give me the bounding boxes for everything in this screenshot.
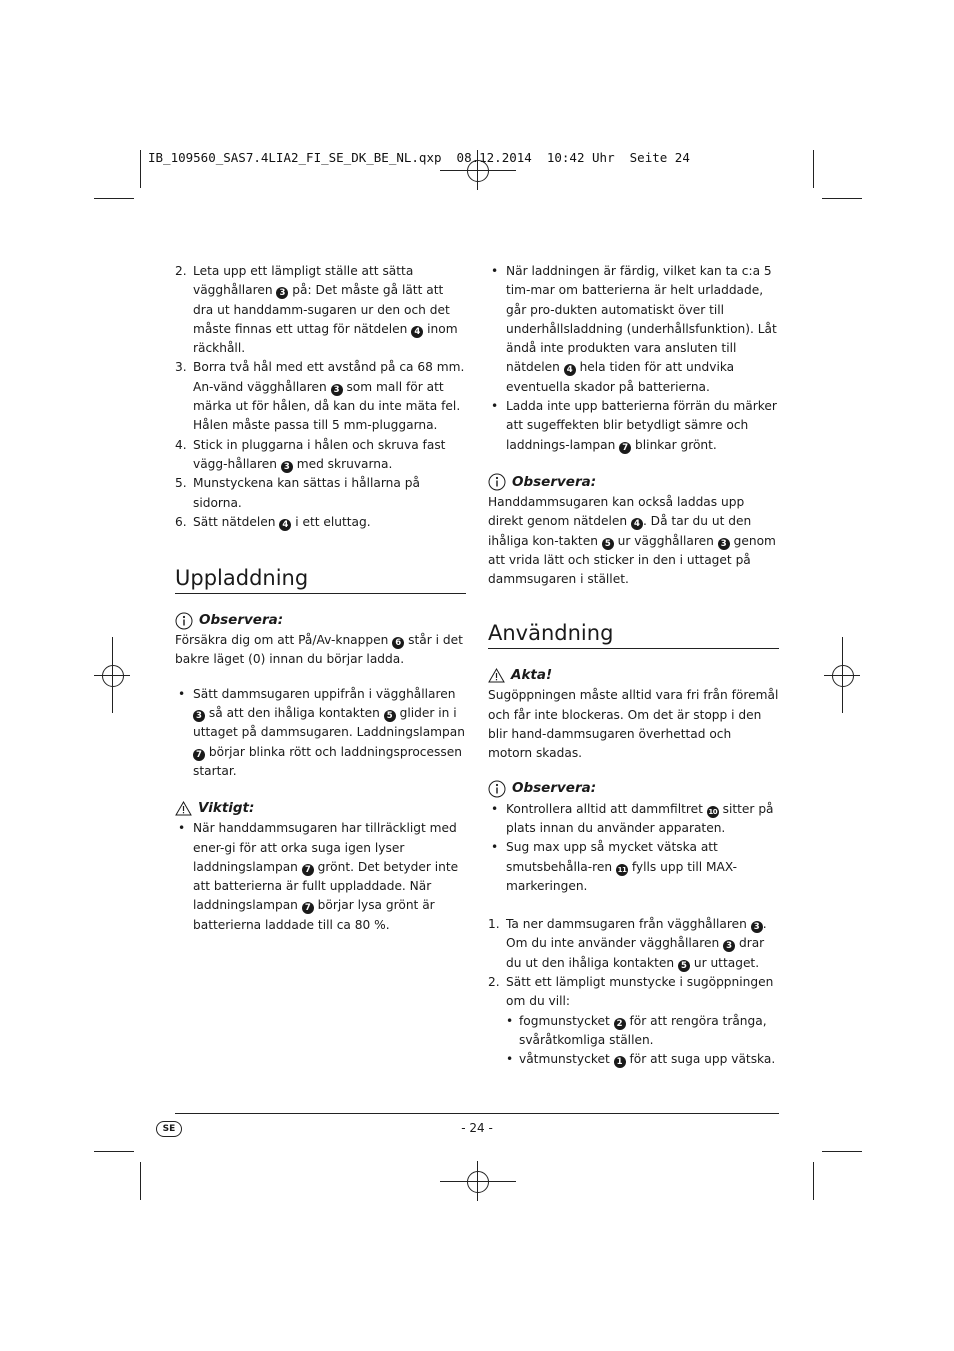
ref-number-icon: 7 xyxy=(619,442,631,454)
list-item: • När handdammsugaren har tillräckligt med ener-gi för att orka suga igen lyser laddningslampan 7 grönt. Det betyder inte att batterierna är fullt uppladdade. När laddningslampan 7 börjar lysa grönt är batterierna laddade till ca 80 %. xyxy=(175,819,466,935)
ref-number-icon: 7 xyxy=(193,749,205,761)
nozzle-sublist xyxy=(488,1012,779,1070)
ref-number-icon: 3 xyxy=(723,940,735,952)
ref-number-icon: 2 xyxy=(614,1018,626,1030)
list-item: 6. Sätt nätdelen 4 i ett eluttag. xyxy=(175,514,371,530)
warning-bullets xyxy=(175,819,466,935)
registration-circle xyxy=(102,665,124,687)
list-item: • Kontrollera alltid att dammfiltret 10 sitter på plats innan du använder apparaten. xyxy=(488,800,779,839)
list-item: 2. Sätt ett lämpligt munstycke i sugöppningen om du vill: xyxy=(488,975,774,1009)
warning-icon xyxy=(488,668,505,683)
info-icon xyxy=(488,780,506,798)
section-title-uppladdning: Uppladdning xyxy=(175,565,466,594)
left-column xyxy=(175,262,466,935)
ref-number-icon: 4 xyxy=(411,326,423,338)
mounting-steps xyxy=(175,262,466,532)
info-icon xyxy=(175,612,193,630)
list-item: • fogmunstycket 2 för att rengöra trånga, svåråtkomliga ställen. xyxy=(488,1012,779,1051)
print-slug: IB_109560_SAS7.4LIA2_FI_SE_DK_BE_NL.qxp 08.12.2014 10:42 Uhr Seite 24 xyxy=(148,150,690,165)
note-heading: Observera: xyxy=(175,610,466,631)
ref-number-icon: 3 xyxy=(751,921,763,933)
crop-mark xyxy=(140,1162,141,1200)
right-column xyxy=(488,262,779,1070)
list-item: 2. Leta upp ett lämpligt ställe att sätta vägghållaren 3 på: Det måste gå lätt att dra ut handdamm-sugaren ur den och det måste finnas ett uttag för nätdelen 4 inom räckhåll. xyxy=(175,264,458,356)
ref-number-icon: 3 xyxy=(276,287,288,299)
ref-number-icon: 4 xyxy=(279,519,291,531)
crop-mark xyxy=(822,1151,862,1152)
registration-circle xyxy=(467,1171,489,1193)
ref-number-icon: 3 xyxy=(718,538,730,550)
caution-heading: Akta! xyxy=(488,665,779,686)
ref-number-icon: 3 xyxy=(331,384,343,396)
note-text: Försäkra dig om att På/Av-knappen 6 står i det bakre läget (0) innan du börjar ladda. xyxy=(175,633,463,667)
page-number: - 24 - xyxy=(461,1121,493,1135)
crop-mark xyxy=(813,1162,814,1200)
charging-bullets xyxy=(175,685,466,781)
list-item: • När laddningen är färdig, vilket kan ta c:a 5 tim-mar om batterierna är helt urladdade, går pro-dukten automatiskt över till underhållsladdning (underhållsfunktion). Låt ändå inte produkten vara ansluten till nätdelen 4 hela tiden för att undvika eventuella skador på batterierna. xyxy=(488,262,779,397)
note-heading: Observera: xyxy=(488,472,779,493)
ref-number-icon: 5 xyxy=(602,538,614,550)
list-item: 5. Munstyckena kan sättas i hållarna på sidorna. xyxy=(175,476,420,510)
list-item: • våtmunstycket 1 för att suga upp vätska. xyxy=(488,1050,779,1069)
crop-mark xyxy=(813,150,814,188)
note-heading: Observera: xyxy=(488,779,779,800)
list-item: • Sätt dammsugaren uppifrån i vägghållaren 3 så att den ihåliga kontakten 5 glider in i uttaget på dammsugaren. Laddningslampan 7 börjar blinka rött och laddningsprocessen startar. xyxy=(175,685,466,781)
ref-number-icon: 5 xyxy=(384,710,396,722)
warning-icon xyxy=(175,801,192,816)
list-item: 3. Borra två hål med ett avstånd på ca 68 mm. An-vänd vägghållaren 3 som mall för att märka ut för hålen, då kan du inte mäta fel. Hålen måste passa till 5 mm-pluggarna. xyxy=(175,360,465,433)
ref-number-icon: 1 xyxy=(614,1056,626,1068)
crop-mark xyxy=(822,198,862,199)
language-badge: SE xyxy=(156,1121,182,1137)
ref-number-icon: 6 xyxy=(392,637,404,649)
ref-number-icon: 4 xyxy=(631,518,643,530)
list-item: 4. Stick in pluggarna i hålen och skruva fast vägg-hållaren 3 med skruvarna. xyxy=(175,437,446,472)
crop-mark xyxy=(94,198,134,199)
usage-steps xyxy=(488,915,779,1011)
warning-heading: Viktigt: xyxy=(175,798,466,819)
list-item: • Ladda inte upp batterierna förrän du märker att sugeffekten blir betydligt sämre och laddnings-lampan 7 blinkar grönt. xyxy=(488,397,779,455)
ref-number-icon: 7 xyxy=(302,864,314,876)
crop-mark xyxy=(140,150,141,188)
crop-mark xyxy=(94,1151,134,1152)
note-text: Handdammsugaren kan också laddas upp direkt genom nätdelen 4 . Då tar du ut den ihåliga kon-takten 5 ur vägghållaren 3 genom att vrida lätt och sticker in den i uttaget på dammsugaren i stället. xyxy=(488,494,776,587)
ref-number-icon: 3 xyxy=(281,461,293,473)
section-title-anvandning: Användning xyxy=(488,620,779,649)
footer-rule xyxy=(175,1113,779,1114)
ref-number-icon: 4 xyxy=(564,364,576,376)
usage-note-bullets xyxy=(488,800,779,896)
ref-number-icon: 5 xyxy=(678,960,690,972)
ref-number-icon: 3 xyxy=(193,710,205,722)
charging-info-bullets xyxy=(488,262,779,455)
ref-number-icon: 7 xyxy=(302,902,314,914)
registration-circle xyxy=(832,665,854,687)
ref-number-icon: 11 xyxy=(617,865,627,874)
caution-text: Sugöppningen måste alltid vara fri från föremål och får inte blockeras. Om det är stopp i den blir hand-dammsugaren överhettad och motorn skadas. xyxy=(488,688,779,761)
info-icon xyxy=(488,473,506,491)
list-item: 1. Ta ner dammsugaren från vägghållaren 3 . Om du inte använder vägghållaren 3 drar du ut den ihåliga kontakten 5 ur uttaget. xyxy=(488,917,767,971)
list-item: • Sug max upp så mycket vätska att smutsbehålla-ren 11 fylls upp till MAX-markeringen. xyxy=(488,838,779,896)
ref-number-icon: 10 xyxy=(708,807,718,816)
